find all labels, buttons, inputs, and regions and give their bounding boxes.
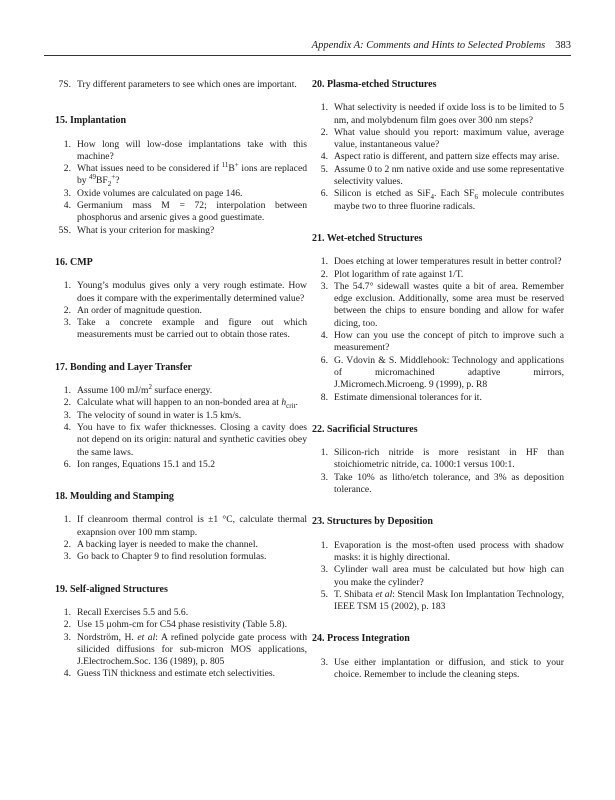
section-22 — [312, 424, 564, 496]
section-heading: 21. Wet-etched Structures — [312, 232, 423, 244]
list-item: 7S. Try different parameters to see which ones are important. — [58, 79, 297, 90]
list-item: 1. Assume 100 $mJ/m^2$ surface energy. — [63, 382, 213, 397]
left-column — [55, 79, 307, 701]
list-item: 5. Assume 0 to 2 nm native oxide and use some representative selectivity values. — [320, 163, 564, 188]
list-item: 3. Go back to Chapter 9 to find resolution formulas. — [63, 551, 267, 563]
list-item: 2. What value should you report: maximum value, average value, instantaneous value? — [320, 126, 564, 151]
section-heading: 18. Moulding and Stamping — [55, 491, 174, 503]
section-24 — [312, 633, 564, 681]
section-heading: 15. Implantation — [55, 115, 127, 127]
list-item: 5. T. Shibata et al: Stencil Mask Ion Implantation Technology, IEEE TSM 15 (2002), p. 183 — [320, 588, 564, 613]
list-item: 1. How long will low-dose implantations take with this machine? — [63, 138, 307, 162]
list-item: 4. Guess TiN thickness and estimate etch selectivities. — [63, 668, 275, 680]
section-19 — [55, 584, 307, 681]
list-item: 1. Recall Exercises 5.5 and 5.6. — [63, 606, 189, 618]
section-heading: 23. Structures by Deposition — [312, 516, 433, 528]
list-item: 3. Oxide volumes are calculated on page 146. — [63, 187, 243, 199]
list-item: 2. Plot logarithm of rate against 1/T. — [320, 268, 464, 280]
list-item: 5S. What is your criterion for masking? — [58, 224, 215, 236]
list-item: 3. Take 10% as litho/etch tolerance, and 3% as deposition tolerance. — [320, 471, 564, 496]
section-heading: 19. Self-aligned Structures — [55, 583, 168, 595]
header-title: Appendix A: Comments and Hints to Selected Problems — [311, 40, 546, 51]
list-item: 3. Cylinder wall area must be calculated but how high can you make the cylinder? — [320, 564, 564, 588]
list-item: 2. Use 15 µohm-cm for C54 phase resistivity (Table 5.8). — [63, 619, 288, 631]
section-18 — [55, 491, 307, 563]
list-item: 2. What issues need to be considered if $^{11}$B+ ions are replaced by $^{49}BF_2^+$? — [63, 161, 307, 189]
list-item: 2. A backing layer is needed to make the channel. — [63, 539, 258, 551]
list-item: 4. Aspect ratio is different, and pattern size effects may arise. — [320, 151, 560, 163]
list-item: 1. If cleanroom thermal control is ±1 °C, calculate thermal exapnsion over 100 mm stamp. — [63, 514, 307, 538]
right-column — [312, 79, 564, 701]
list-item: 4. How can you use the concept of pitch to improve such a measurement? — [320, 330, 564, 354]
intro-item — [55, 79, 307, 91]
list-item: 3. The 54.7° sidewall wastes quite a bit of area. Remember edge exclusion. Additionally, some area must be reserved between the chips to ensure bonding and allow for wafer dicing, too. — [320, 280, 564, 329]
section-21 — [312, 233, 564, 404]
list-item: 4. You have to fix wafer thicknesses. Closing a cavity does not depend on its origin: natural and synthetic cavities obey the same laws. — [63, 421, 307, 458]
list-item: 2. An order of magnitude question. — [63, 304, 202, 316]
list-item: 3. Use either implantation or diffusion, and stick to your choice. Remember to include the cleaning steps. — [320, 656, 564, 680]
list-item: 3. The velocity of sound in water is 1.5 km/s. — [63, 409, 242, 421]
section-heading: 16. CMP — [55, 256, 93, 268]
list-item: 1. Does etching at lower temperatures result in better control? — [320, 256, 562, 268]
section-heading: 20. Plasma-etched Structures — [312, 79, 437, 90]
list-item: 3. Nordström, H. et al: A refined polycide gate process with silicided diffusions for sub-micron MOS applications, J.Electrochem.Soc. 136 (1989), p. 805 — [63, 631, 307, 668]
section-heading: 24. Process Integration — [312, 633, 410, 645]
list-item: 2. Calculate what will happen to an non-bonded area at $h_{crit}$. — [63, 397, 298, 411]
section-16 — [55, 257, 307, 342]
list-item: 3. Take a concrete example and figure out which measurements must be carried out to obtain those rates. — [63, 317, 307, 341]
section-17 — [55, 362, 307, 471]
section-20 — [312, 79, 564, 213]
list-item: 6. Silicon is etched as SiF$_4$. Each $SF_6$ molecule contributes maybe two to three fluorine radicals. — [320, 188, 564, 212]
section-23 — [312, 516, 564, 613]
list-item: 4. Germanium mass M = 72; interpolation between phosphorus and arsenic gives a good guestimate. — [63, 200, 307, 224]
list-item: 1. Silicon-rich nitride is more resistant in HF than stoichiometric nitride, ca. 1000:1 versus 100:1. — [320, 447, 564, 471]
section-heading: 22. Sacrificial Structures — [312, 423, 418, 435]
list-item: 8. Estimate dimensional tolerances for it. — [320, 391, 482, 403]
list-item: 6. Ion ranges, Equations 15.1 and 15.2 — [63, 458, 216, 470]
list-item: 6. G. Vdovin & S. Middlehook: Technology and applications of micromachined adaptive mirrors, J.Micromech.Microeng. 9 (1999), p. R8 — [320, 354, 564, 391]
running-header — [44, 40, 571, 56]
list-item: 1. Young’s modulus gives only a very rough estimate. How does it compare with the experimentally determined value? — [63, 280, 307, 304]
section-heading: 17. Bonding and Layer Transfer — [55, 361, 192, 373]
page-number: 383 — [555, 40, 571, 51]
section-15 — [55, 115, 307, 237]
list-item: 1. What selectivity is needed if oxide loss is to be limited to 5 nm, and molybdenum film goes over 300 nm steps? — [320, 102, 564, 126]
list-item: 1. Evaporation is the most-often used process with shadow masks: it is highly directional. — [320, 539, 564, 563]
